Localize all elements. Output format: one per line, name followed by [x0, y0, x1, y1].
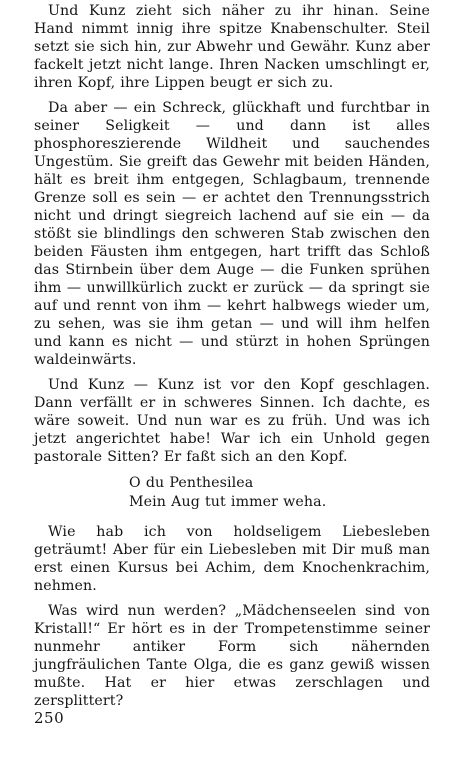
page-number: 250: [34, 709, 65, 727]
paragraph: Und Kunz — Kunz ist vor den Kopf geschlagen. Dann verfällt er in schweres Sinnen. Ich dachte, es wäre soweit. Und nun war es zu früh. Und was ich jetzt angerichtet habe! War ich ein Unhold gegen pastorale Sitten? Er faßt sich an den Kopf.: [34, 377, 430, 465]
paragraph: Wie hab ich von holdseligem Liebesleben geträumt! Aber für ein Liebesleben mit Dir muß man erst einen Kursus bei Achim, dem Knochenkrachim, nehmen.: [34, 524, 430, 594]
paragraph: Und Kunz zieht sich näher zu ihr hinan. Seine Hand nimmt innig ihre spitze Knabenschulter. Steil setzt sie sich hin, zur Abwehr und Gewähr. Kunz aber fackelt jetzt nicht lange. Ihren Nacken umschlingt er, ihren Kopf, ihre Lippen beugt er sich zu.: [34, 3, 430, 91]
page-text: [34, 2, 430, 717]
verse-line: Mein Aug tut immer weha.: [129, 494, 327, 510]
paragraph: Da aber — ein Schreck, glückhaft und furchtbar in seiner Seligkeit — und dann ist alles phosphoreszierende Wildheit und sauchendes Ungestüm. Sie greift das Gewehr mit beiden Händen, hält es breit ihm entgegen, Schlagbaum, trennende Grenze soll es sein — er achtet den Trennungsstrich nicht und dringt siegreich lachend auf sie ein — da stößt sie blindlings den schweren Stab zwischen den beiden Fäusten ihm entgegen, hart trifft das Schloß das Stirnbein über dem Auge — die Funken sprühen ihm — unwillkürlich zuckt er zurück — da springt sie auf und rennt von ihm — kehrt halbwegs wieder um, zu sehen, was sie ihm getan — und will ihm helfen und kann es nicht — und stürzt in hohen Sprüngen waldeinwärts.: [34, 100, 430, 368]
paragraph: Was wird nun werden? „Mädchenseelen sind von Kristall!“ Er hört es in der Trompetenstimme seiner nunmehr antiker Form sich nähernden jungfräulichen Tante Olga, die es ganz gewiß wissen mußte. Hat er hier etwas zerschlagen und zersplittert?: [34, 603, 430, 709]
verse-line: O du Penthesilea: [129, 475, 254, 491]
verse-block: [129, 474, 430, 511]
